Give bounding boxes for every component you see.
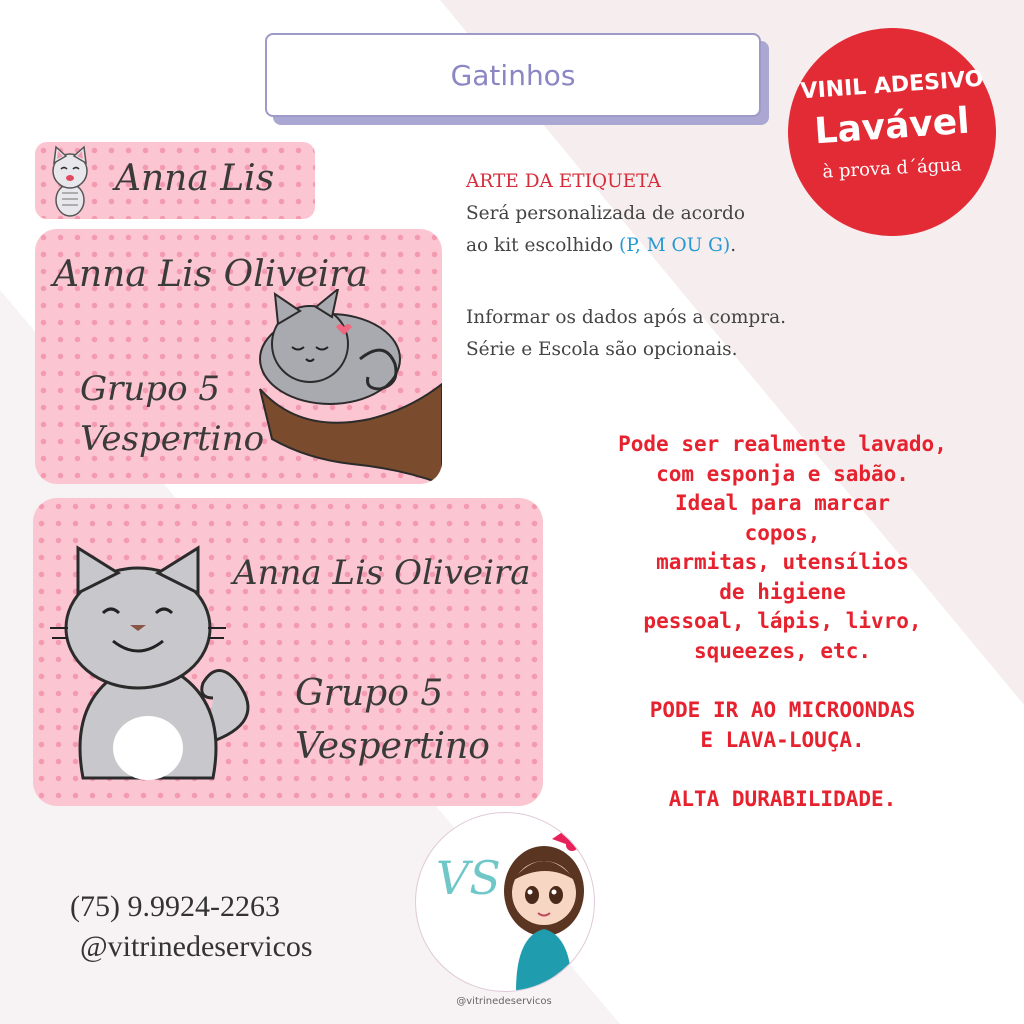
feature-line: marmitas, utensílios — [656, 550, 909, 574]
badge-line1: VINIL ADESIVO — [799, 66, 985, 105]
large-label-name: Anna Lis Oliveira — [233, 553, 531, 593]
feature-line: copos, — [744, 520, 821, 545]
contact-handle: @vitrinedeservicos — [80, 930, 313, 963]
logo-monogram: VS — [436, 851, 501, 905]
feature-line: com esponja e sabão. — [656, 461, 909, 486]
large-label-period: Vespertino — [295, 726, 490, 767]
small-label-sample — [35, 142, 315, 219]
feature-line: Ideal para marcar — [675, 491, 890, 515]
info-heading: ARTE DA ETIQUETA — [466, 171, 661, 192]
badge-line2: Lavável — [813, 100, 971, 153]
medium-label-group: Grupo 5 — [80, 369, 220, 409]
features-block — [555, 430, 1010, 815]
info-line2-prefix: ao kit escolhido — [466, 235, 620, 256]
badge-line3: à prova d´água — [821, 154, 963, 183]
info-line4: Série e Escola são opcionais. — [466, 339, 738, 360]
info-line1: Será personalizada de acordo — [466, 203, 745, 224]
large-label-group: Grupo 5 — [295, 673, 444, 714]
page-title: Gatinhos — [450, 58, 576, 92]
feature-line: Pode ser realmente lavado, — [618, 432, 947, 456]
small-label-name: Anna Lis — [115, 158, 275, 199]
feature-line: pessoal, lápis, livro, — [643, 609, 922, 633]
feature-line: squeezes, etc. — [693, 638, 871, 663]
durability-line: ALTA DURABILIDADE. — [668, 787, 897, 811]
brand-logo — [415, 812, 595, 992]
logo-caption: @vitrinedeservicos — [456, 996, 552, 1007]
cat-in-hand-illustration — [240, 289, 442, 484]
medium-label-period: Vespertino — [80, 419, 265, 459]
medium-label-name: Anna Lis Oliveira — [53, 254, 368, 295]
info-line2-suffix: . — [730, 235, 737, 256]
info-line3: Informar os dados após a compra. — [466, 307, 787, 328]
microwave-line: PODE IR AO MICROONDAS — [649, 698, 916, 722]
microwave-line: E LAVA-LOUÇA. — [700, 727, 865, 752]
info-line2 — [466, 230, 786, 262]
small-cat-icon — [40, 145, 100, 217]
kit-sizes: (P, M OU G) — [619, 235, 731, 256]
vinil-badge — [788, 28, 996, 236]
large-label-sample — [33, 498, 543, 806]
info-block — [466, 166, 786, 366]
girl-mascot-illustration — [494, 821, 594, 991]
title-box — [265, 33, 761, 117]
contact-phone: (75) 9.9924-2263 — [70, 890, 280, 923]
medium-label-sample — [35, 229, 442, 484]
feature-line: de higiene — [719, 579, 846, 604]
